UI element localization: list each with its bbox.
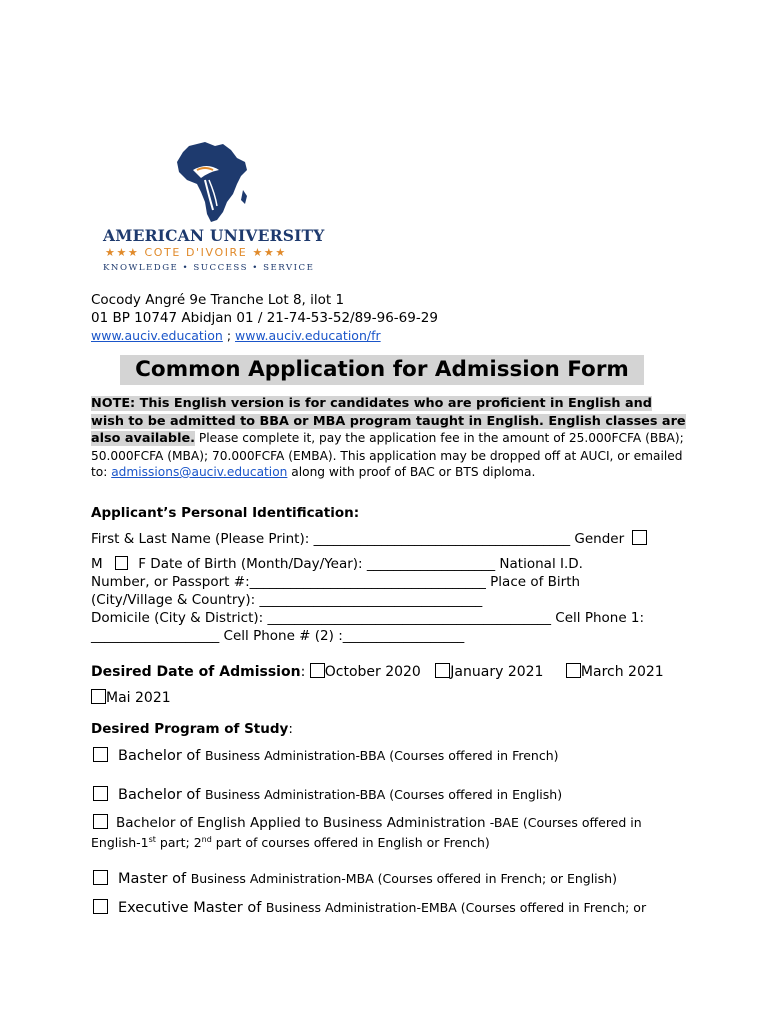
program-bae-main: Bachelor of English Applied to Business Administration bbox=[116, 815, 490, 831]
program-bae-continuation bbox=[91, 835, 490, 850]
gender-m-checkbox[interactable] bbox=[115, 556, 128, 570]
gender-f-label: F bbox=[138, 556, 147, 572]
form-title: Common Application for Admission Form bbox=[120, 355, 644, 385]
logo-university-name: AMERICAN UNIVERSITY bbox=[103, 226, 325, 245]
program-bba-english-checkbox[interactable] bbox=[93, 786, 108, 801]
program-bba-french-rest: Business Administration-BBA (Courses offered in French) bbox=[204, 748, 559, 763]
program-heading-row bbox=[91, 721, 293, 737]
dob-field[interactable]: Date of Birth (Month/Day/Year): ___________________ National I.D. bbox=[146, 556, 583, 572]
admissions-email-link[interactable]: admissions@auciv.education bbox=[111, 465, 288, 479]
gender-m-label: M bbox=[91, 556, 103, 572]
program-bba-english-rest: Business Administration-BBA (Courses offered in English) bbox=[204, 787, 563, 802]
admission-colon: : bbox=[300, 664, 310, 680]
name-field[interactable]: First & Last Name (Please Print): ______________________________________ Gender bbox=[91, 531, 625, 547]
admission-date-row bbox=[91, 663, 664, 680]
admission-date-label: Desired Date of Admission bbox=[91, 664, 301, 680]
program-bba-english-main: Bachelor of bbox=[118, 787, 205, 803]
program-heading: Desired Program of Study bbox=[91, 721, 289, 737]
bae-cont-c: part of courses offered in English or French) bbox=[211, 835, 490, 851]
note-highlight: NOTE: This English version is for candidates who are proficient in English and wish to be admitted to BBA or MBA program taught in English. English classes are also available. bbox=[91, 396, 686, 446]
address-line-2: 01 BP 10747 Abidjan 01 / 21-74-53-52/89-96-69-29 bbox=[91, 310, 438, 326]
program-bba-french bbox=[93, 747, 559, 764]
university-logo bbox=[103, 140, 333, 280]
program-mba-rest: Business Administration-MBA (Courses offered in French; or English) bbox=[190, 871, 617, 886]
bae-cont-a: English-1 bbox=[91, 835, 149, 851]
program-bba-french-main: Bachelor of bbox=[118, 748, 205, 764]
admission-mai-2021-checkbox[interactable] bbox=[91, 689, 106, 704]
program-emba-checkbox[interactable] bbox=[93, 899, 108, 914]
website-link[interactable]: www.auciv.education bbox=[91, 328, 223, 343]
program-bae-rest: -BAE (Courses offered in bbox=[489, 815, 642, 830]
program-mba bbox=[93, 870, 617, 887]
program-emba bbox=[93, 899, 646, 916]
note-paragraph bbox=[91, 395, 686, 481]
admission-mar-2021-checkbox[interactable] bbox=[566, 663, 581, 678]
program-bae-checkbox[interactable] bbox=[93, 814, 108, 829]
gender-dob-line bbox=[91, 556, 583, 572]
bae-cont-b: part; 2 bbox=[155, 835, 202, 851]
admission-jan-2021-label: January 2021 bbox=[450, 664, 544, 680]
admission-mai-2021-label: Mai 2021 bbox=[106, 690, 171, 706]
africa-map-icon bbox=[175, 140, 251, 224]
gender-checkbox[interactable] bbox=[632, 530, 647, 545]
link-separator: ; bbox=[222, 328, 236, 343]
website-links bbox=[91, 328, 381, 343]
note-text-end: along with proof of BAC or BTS diploma. bbox=[287, 465, 536, 479]
logo-country: ★★★ COTE D'IVOIRE ★★★ bbox=[105, 246, 287, 259]
cell-phone-line[interactable]: ___________________ Cell Phone # (2) :__________________ bbox=[91, 628, 465, 644]
program-emba-rest: Business Administration-EMBA (Courses offered in French; or bbox=[265, 900, 647, 915]
program-mba-main: Master of bbox=[118, 871, 191, 887]
bae-sup-2: nd bbox=[201, 835, 212, 844]
admission-jan-2021-checkbox[interactable] bbox=[435, 663, 450, 678]
program-mba-checkbox[interactable] bbox=[93, 870, 108, 885]
admission-oct-2020-label: October 2020 bbox=[324, 664, 421, 680]
admission-mai-row bbox=[91, 689, 171, 706]
logo-motto: KNOWLEDGE • SUCCESS • SERVICE bbox=[103, 263, 315, 273]
admission-oct-2020-checkbox[interactable] bbox=[310, 663, 325, 678]
website-fr-link[interactable]: www.auciv.education/fr bbox=[235, 328, 381, 343]
note-text: Please complete it, pay the application fee in the amount of 25.000FCFA (BBA); 50.000FCFA (MBA); 70.000FCFA (EMBA). This application may be dropped off at AUCI, or emailed to: bbox=[91, 431, 684, 479]
program-colon: : bbox=[288, 721, 293, 737]
name-line bbox=[91, 530, 647, 547]
program-bba-english bbox=[93, 786, 562, 803]
program-bba-french-checkbox[interactable] bbox=[93, 747, 108, 762]
birthplace-line[interactable]: (City/Village & Country): _________________________________ bbox=[91, 592, 483, 608]
passport-line[interactable]: Number, or Passport #:___________________________________ Place of Birth bbox=[91, 574, 581, 590]
bae-sup-1: st bbox=[148, 835, 156, 844]
domicile-line[interactable]: Domicile (City & District): __________________________________________ Cell Phone 1: bbox=[91, 610, 645, 626]
program-bae bbox=[93, 814, 642, 831]
admission-mar-2021-label: March 2021 bbox=[580, 664, 664, 680]
personal-id-heading: Applicant’s Personal Identification: bbox=[91, 505, 360, 521]
program-emba-main: Executive Master of bbox=[118, 900, 266, 916]
address-line-1: Cocody Angré 9e Tranche Lot 8, ilot 1 bbox=[91, 292, 345, 308]
